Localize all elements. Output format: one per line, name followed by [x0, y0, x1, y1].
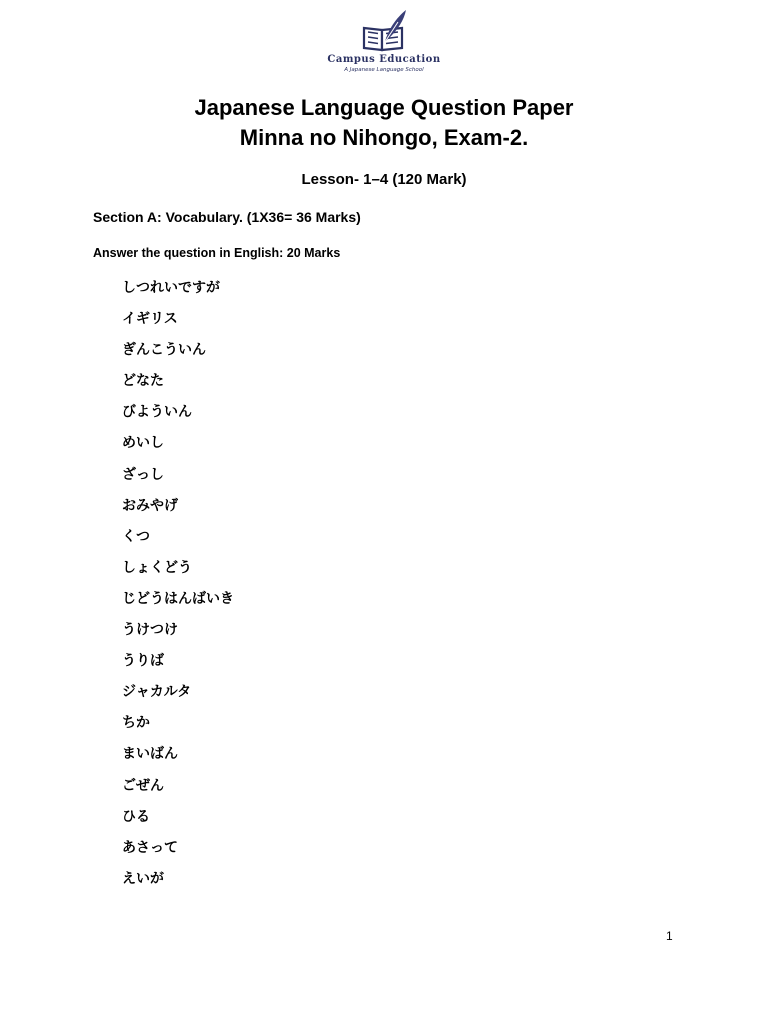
vocabulary-item: しょくどう	[122, 559, 192, 576]
vocabulary-item: うりば	[122, 653, 164, 670]
vocabulary-item: イギリス	[122, 311, 178, 328]
paper-subtitle: Minna no Nihongo, Exam-2.	[239, 125, 529, 150]
vocabulary-item: めいし	[122, 435, 164, 452]
logo-name: Campus Education	[327, 54, 441, 65]
campus-education-logo	[318, 8, 450, 74]
page-number: 1	[666, 929, 673, 943]
vocabulary-item: ざっし	[122, 466, 164, 483]
vocabulary-item: くつ	[122, 528, 150, 545]
vocabulary-item: ごぜん	[122, 777, 164, 794]
book-and-quill-icon	[358, 8, 408, 54]
vocabulary-item: びよういん	[122, 404, 192, 421]
paper-title: Japanese Language Question Paper	[194, 95, 574, 120]
vocabulary-item: どなた	[122, 373, 164, 390]
vocabulary-item: ひる	[122, 808, 150, 825]
vocabulary-item: あさって	[122, 839, 178, 856]
vocabulary-item: ぎんこういん	[122, 342, 206, 359]
lesson-range: Lesson- 1–4 (120 Mark)	[301, 171, 467, 188]
vocabulary-list	[122, 278, 234, 900]
vocabulary-item: ジャカルタ	[122, 684, 192, 701]
section-heading: Section A: Vocabulary. (1X36= 36 Marks)	[93, 209, 361, 225]
vocabulary-item: おみやげ	[122, 497, 178, 514]
vocabulary-item: まいばん	[122, 746, 178, 763]
vocabulary-item: ちか	[122, 715, 150, 732]
vocabulary-item: うけつけ	[122, 622, 178, 639]
vocabulary-item: しつれいですが	[122, 280, 220, 296]
section-instruction: Answer the question in English: 20 Marks	[93, 246, 341, 260]
vocabulary-item: えいが	[122, 870, 164, 887]
vocabulary-item: じどうはんばいき	[122, 590, 234, 607]
logo-tagline: A Japanese Language School	[344, 67, 424, 73]
